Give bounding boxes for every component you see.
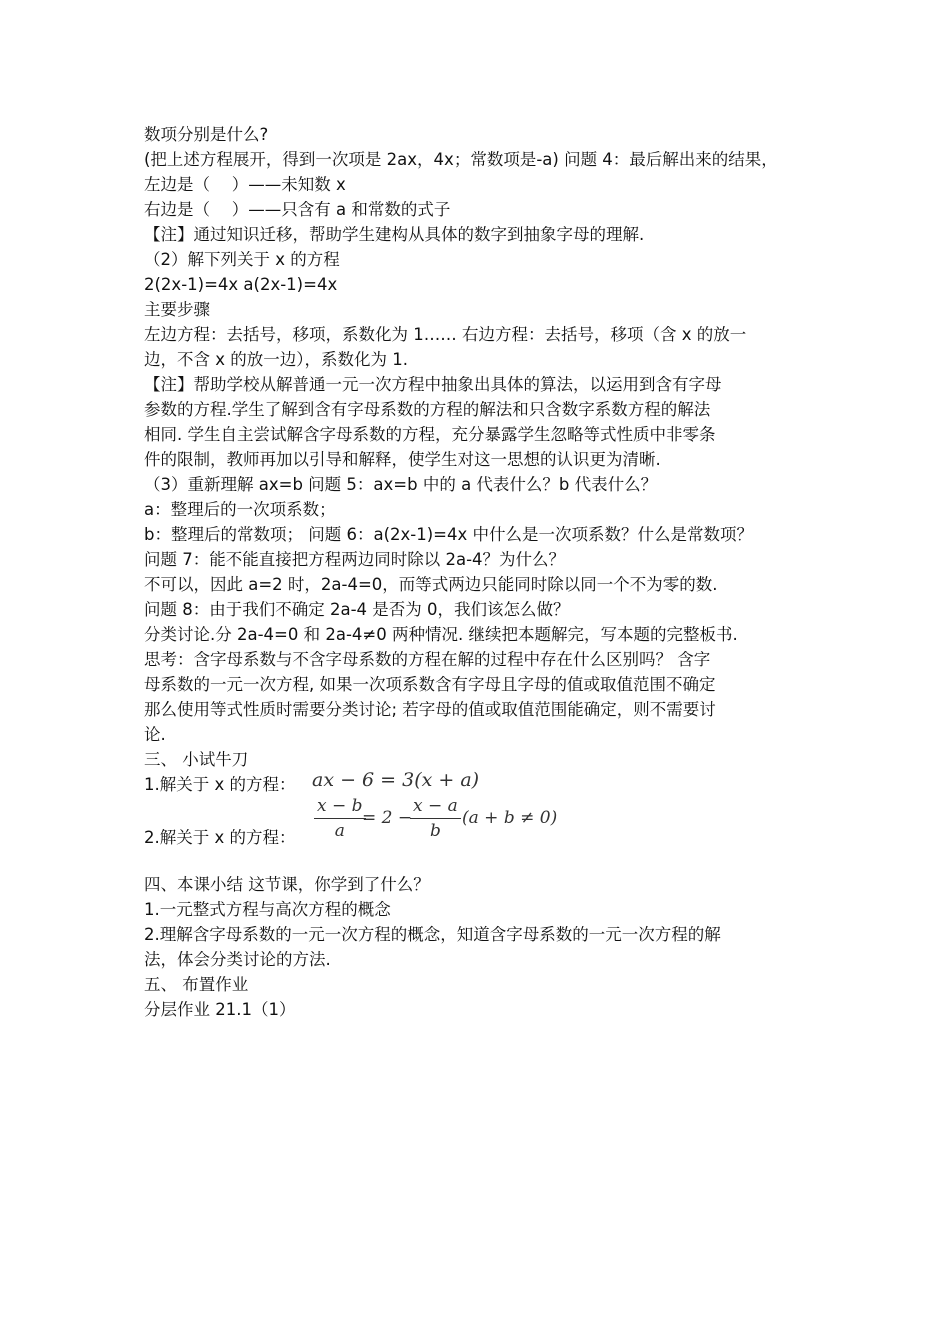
text-line: （2）解下列关于 x 的方程 [144,250,340,269]
text-line: 件的限制，教师再加以引导和解释，使学生对这一思想的认识更为清晰. [144,450,661,469]
exercise-1-formula: ax − 6 = 3(x + a) [312,769,480,791]
fraction-numerator: x − a [413,796,458,816]
text-line: 法，体会分类讨论的方法. [144,950,331,969]
equation-line: 2(2x-1)=4x a(2x-1)=4x [144,275,338,294]
text-line: (把上述方程展开，得到一次项是 2ax，4x；常数项是-a) 问题 4：最后解出来的结果， [144,150,778,169]
exercise-2-fraction-1 [314,796,366,841]
fraction-numerator: x − b [317,796,363,816]
text-line: a：整理后的一次项系数； [144,500,336,519]
text-line: 数项分别是什么? [144,125,269,144]
text-line: 右边是（ ）——只含有 a 和常数的式子 [144,200,451,219]
text-line: 问题 7：能不能直接把方程两边同时除以 2a-4？为什么？ [144,550,566,569]
text-line: 左边方程：去括号，移项，系数化为 1…… 右边方程：去括号，移项（含 x 的放一 [144,325,747,344]
exercise-2-middle: = 2 − [362,808,413,828]
exercise-2-label: 2.解关于 x 的方程： [144,828,296,847]
text-line: 边，不含 x 的放一边），系数化为 1. [144,350,408,369]
section-heading: 三、 小试牛刀 [144,750,249,769]
text-line: b：整理后的常数项； 问题 6：a(2x-1)=4x 中什么是一次项系数？什么是常数项？ [144,525,753,544]
text-line: 不可以，因此 a=2 时，2a-4=0，而等式两边只能同时除以同一个不为零的数. [144,575,718,594]
exercise-1-label: 1.解关于 x 的方程： [144,775,296,794]
text-line: 母系数的一元一次方程, 如果一次项系数含有字母且字母的值或取值范围不确定 [144,675,716,694]
text-line: 1.一元整式方程与高次方程的概念 [144,900,391,919]
text-line: 问题 8：由于我们不确定 2a-4 是否为 0，我们该怎么做？ [144,600,570,619]
exercise-2-condition: (a + b ≠ 0) [462,808,558,828]
text-line: 分类讨论.分 2a-4=0 和 2a-4≠0 两种情况. 继续把本题解完，写本题的完整板书. [144,625,738,644]
fraction-denominator: b [429,821,441,841]
text-line: 左边是（ ）——未知数 x [144,175,346,194]
fraction-denominator: a [334,821,345,841]
text-line: 参数的方程.学生了解到含有字母系数的方程的解法和只含数字系数方程的解法 [144,400,711,419]
text-line: 相同. 学生自主尝试解含字母系数的方程，充分暴露学生忽略等式性质中非零条 [144,425,716,444]
text-line: 论. [144,725,166,744]
note-line: 【注】帮助学校从解普通一元一次方程中抽象出具体的算法，以运用到含有字母 [144,375,722,394]
text-line: 思考：含字母系数与不含字母系数的方程在解的过程中存在什么区别吗？ 含字 [144,650,711,669]
fraction-bar [314,818,366,819]
section-heading: 四、本课小结 这节课，你学到了什么？ [144,875,430,894]
exercise-2-fraction-2 [410,796,461,841]
note-line: 【注】通过知识迁移，帮助学生建构从具体的数字到抽象字母的理解. [144,225,645,244]
text-line: 那么使用等式性质时需要分类讨论; 若字母的值或取值范围能确定，则不需要讨 [144,700,716,719]
text-line: 2.理解含字母系数的一元一次方程的概念，知道含字母系数的一元一次方程的解 [144,925,721,944]
text-line: 主要步骤 [144,300,210,319]
fraction-bar [410,818,461,819]
text-line: 分层作业 21.1（1） [144,1000,296,1019]
section-heading: 五、 布置作业 [144,975,249,994]
text-line: （3）重新理解 ax=b 问题 5：ax=b 中的 a 代表什么？b 代表什么？ [144,475,658,494]
